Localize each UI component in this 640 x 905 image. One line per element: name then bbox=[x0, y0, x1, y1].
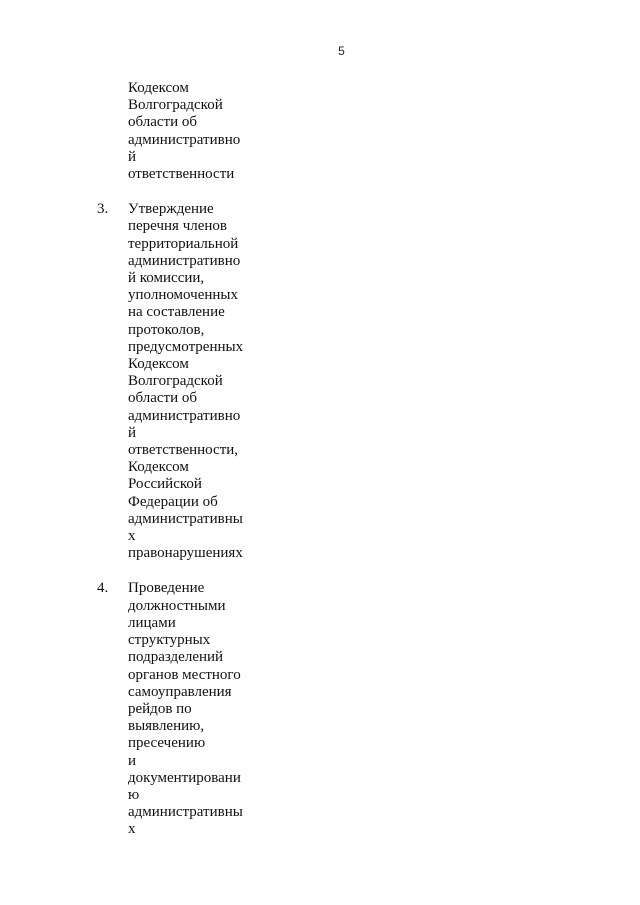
list-item-number: 4. bbox=[97, 580, 109, 597]
text-line: на составление bbox=[128, 304, 225, 321]
list-item-text bbox=[128, 201, 253, 562]
text-line: Проведение bbox=[128, 580, 205, 597]
list-item bbox=[0, 201, 640, 562]
text-line: предусмотренных bbox=[128, 338, 244, 355]
text-line: документировани bbox=[128, 769, 241, 786]
text-line: Российской bbox=[128, 476, 202, 493]
text-line: й bbox=[128, 148, 137, 165]
list-item bbox=[0, 580, 640, 838]
text-line: области об bbox=[128, 114, 198, 131]
document-body bbox=[0, 80, 640, 857]
text-line: ответственности, bbox=[128, 442, 239, 459]
text-line: х bbox=[128, 528, 136, 545]
text-line: правонарушениях bbox=[128, 545, 243, 562]
list-item bbox=[0, 80, 640, 183]
text-line: ю bbox=[128, 786, 140, 803]
text-line: Кодексом bbox=[128, 80, 189, 96]
text-line: й bbox=[128, 424, 137, 441]
text-line: Волгоградской bbox=[128, 373, 223, 390]
page-number: 5 bbox=[338, 44, 345, 58]
text-line: ответственности bbox=[128, 166, 235, 183]
text-line: рейдов по bbox=[128, 700, 192, 717]
text-line: и bbox=[128, 752, 137, 769]
list-item-text bbox=[128, 580, 253, 838]
text-line: должностными bbox=[128, 597, 226, 614]
text-line: Кодексом bbox=[128, 356, 189, 373]
text-line: структурных bbox=[128, 632, 211, 649]
text-line: пресечению bbox=[128, 735, 206, 752]
text-line: уполномоченных bbox=[128, 287, 238, 304]
text-line: органов местного bbox=[128, 666, 241, 683]
text-line: административно bbox=[128, 131, 241, 148]
text-line: Кодексом bbox=[128, 459, 189, 476]
text-line: Федерации об bbox=[128, 493, 218, 510]
text-line: области об bbox=[128, 390, 198, 407]
text-line: протоколов, bbox=[128, 321, 205, 338]
text-line: й комиссии, bbox=[128, 270, 205, 287]
list-item-text bbox=[128, 80, 253, 183]
list-item-number: 3. bbox=[97, 201, 109, 218]
text-line: территориальной bbox=[128, 235, 239, 252]
text-line: административны bbox=[128, 510, 243, 527]
text-line: подразделений bbox=[128, 649, 224, 666]
text-line: х bbox=[128, 821, 136, 838]
text-line: административно bbox=[128, 407, 241, 424]
text-line: самоуправления bbox=[128, 683, 232, 700]
text-line: лицами bbox=[128, 614, 176, 631]
text-line: выявлению, bbox=[128, 718, 205, 735]
text-line: Утверждение bbox=[128, 201, 214, 218]
text-line: административно bbox=[128, 252, 241, 269]
text-line: перечня членов bbox=[128, 218, 227, 235]
text-line: Волгоградской bbox=[128, 97, 223, 114]
text-line: административны bbox=[128, 804, 243, 821]
